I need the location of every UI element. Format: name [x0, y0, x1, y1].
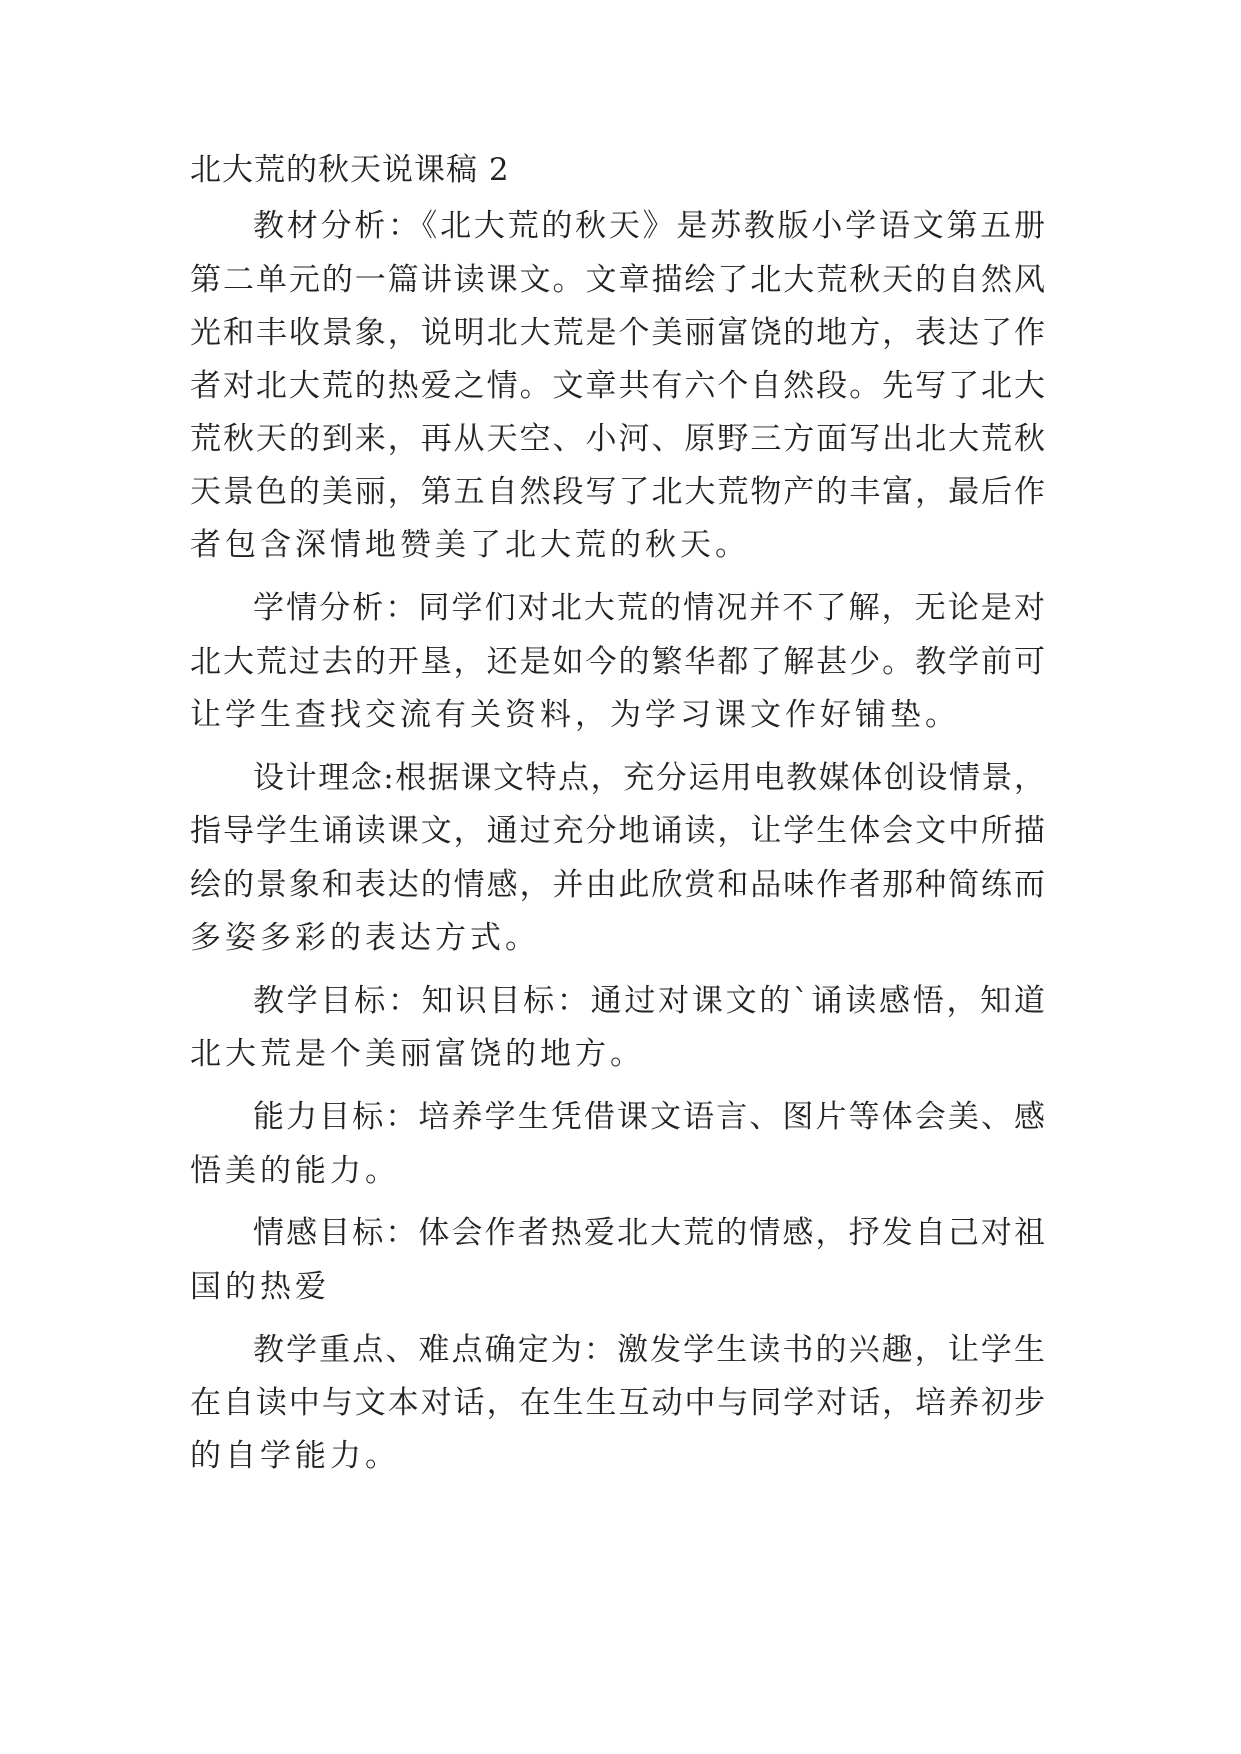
paragraph-line: 北大荒是个美丽富饶的地方。: [190, 1036, 645, 1072]
paragraph-line: 国的热爱: [190, 1269, 330, 1305]
paragraph-line: 教学重点、难点确定为：激发学生读书的兴趣，让学生: [253, 1332, 1045, 1368]
paragraph-line: 悟美的能力。: [190, 1153, 400, 1189]
paragraph-line: 天景色的美丽，第五自然段写了北大荒物产的丰富，最后作: [190, 474, 1045, 510]
paragraph-line: 教材分析：《北大荒的秋天》是苏教版小学语文第五册: [253, 208, 1045, 244]
paragraph-line: 绘的景象和表达的情感，并由此欣赏和品味作者那种简练而: [190, 867, 1045, 903]
paragraph-line: 者对北大荒的热爱之情。文章共有六个自然段。先写了北大: [190, 368, 1045, 404]
paragraph-line: 第二单元的一篇讲读课文。文章描绘了北大荒秋天的自然风: [190, 262, 1045, 298]
paragraph-line: 学情分析：同学们对北大荒的情况并不了解，无论是对: [253, 590, 1045, 626]
paragraph-line: 在自读中与文本对话，在生生互动中与同学对话，培养初步: [190, 1385, 1045, 1421]
paragraph-line: 荒秋天的到来，再从天空、小河、原野三方面写出北大荒秋: [190, 421, 1045, 457]
paragraph-line: 北大荒过去的开垦，还是如今的繁华都了解甚少。教学前可: [190, 644, 1045, 680]
paragraph-line: 教学目标：知识目标：通过对课文的`诵读感悟，知道: [253, 983, 1045, 1019]
paragraph-line: 让学生查找交流有关资料，为学习课文作好铺垫。: [190, 697, 960, 733]
document-title: 北大荒的秋天说课稿 2: [190, 152, 510, 188]
paragraph-line: 指导学生诵读课文，通过充分地诵读，让学生体会文中所描: [190, 813, 1045, 849]
paragraph-line: 情感目标：体会作者热爱北大荒的情感，抒发自己对祖: [253, 1215, 1045, 1251]
paragraph-line: 光和丰收景象，说明北大荒是个美丽富饶的地方，表达了作: [190, 315, 1045, 351]
paragraph-line: 的自学能力。: [190, 1438, 400, 1474]
paragraph-line: 设计理念:根据课文特点，充分运用电教媒体创设情景，: [253, 760, 1045, 796]
paragraph-line: 多姿多彩的表达方式。: [190, 920, 540, 956]
paragraph-line: 能力目标：培养学生凭借课文语言、图片等体会美、感: [253, 1099, 1045, 1135]
paragraph-line: 者包含深情地赞美了北大荒的秋天。: [190, 527, 750, 563]
